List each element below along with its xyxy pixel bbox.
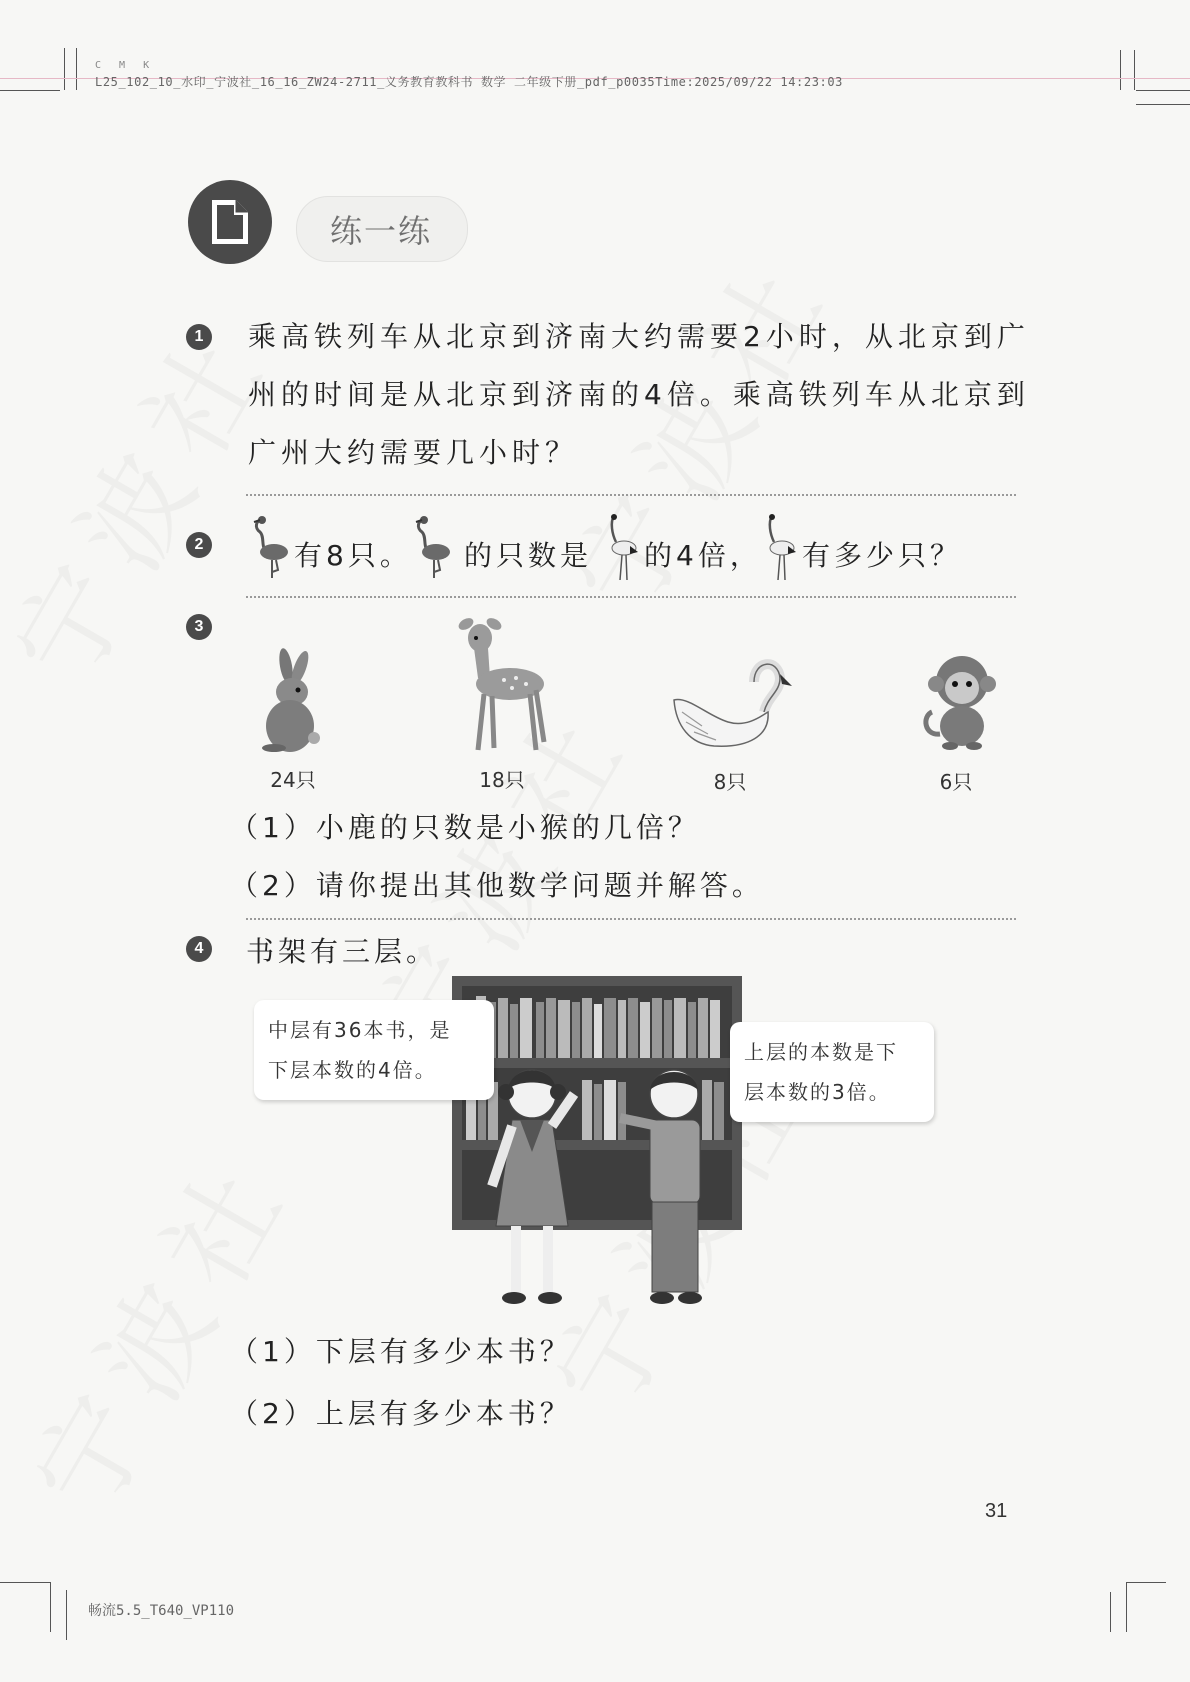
print-info: L25_102_10_水印_宁波社_16_16_ZW24-2711_义务教育教科书 数学 二年级下册_pdf_p0035Time:2025/09/22 14:23:03 <box>95 75 844 89</box>
crop-mark <box>66 1590 67 1640</box>
crop-mark <box>1134 50 1135 90</box>
crop-mark <box>1110 1592 1111 1632</box>
crop-mark <box>50 1582 51 1632</box>
exercise-number: 3 <box>186 614 212 640</box>
crop-mark <box>76 48 77 90</box>
watermark <box>0 1121 321 1538</box>
print-header <box>95 60 843 90</box>
exercise-4-question: （2）上层有多少本书？ <box>230 1397 572 1430</box>
flamingo-icon <box>248 514 292 580</box>
crane-icon <box>758 512 798 582</box>
color-marks: C M K <box>95 60 156 71</box>
crop-mark <box>1120 50 1121 90</box>
exercise-1-line: 乘高铁列车从北京到济南大约需要2小时，从北京到广 <box>248 320 1030 353</box>
deer-icon <box>444 614 554 754</box>
document-icon <box>208 196 252 248</box>
bubble-line: 上层的本数是下 <box>744 1040 898 1064</box>
divider <box>246 918 1016 920</box>
exercise-1-line: 广州大约需要几小时？ <box>248 436 579 469</box>
rabbit-icon <box>256 646 326 752</box>
speech-bubble-right <box>730 1022 934 1122</box>
crop-mark <box>1126 1582 1166 1583</box>
bookshelf-illustration <box>452 976 742 1320</box>
monkey-icon <box>918 652 998 750</box>
bubble-line: 层本数的3倍。 <box>744 1080 891 1104</box>
divider <box>246 494 1016 496</box>
animal-count: 8只 <box>713 770 747 794</box>
exercise-2-part: 的只数是 <box>464 539 593 572</box>
exercise-4-intro: 书架有三层。 <box>246 935 439 968</box>
exercise-number: 1 <box>186 324 212 350</box>
crop-mark <box>0 1582 50 1583</box>
exercise-number: 2 <box>186 532 212 558</box>
exercise-4-question: （1）下层有多少本书？ <box>230 1335 572 1368</box>
section-title: 练一练 <box>329 212 432 250</box>
crane-icon <box>600 512 640 582</box>
page-number: 31 <box>985 1500 1008 1522</box>
crop-mark <box>0 90 60 91</box>
crop-mark <box>64 48 65 90</box>
flamingo-icon <box>410 514 454 580</box>
exercise-2-text <box>248 512 1028 582</box>
print-footer: 畅流5.5_T640_VP110 <box>88 1603 235 1619</box>
animal-count: 18只 <box>479 768 525 792</box>
exercise-2-part: 有多少只？ <box>802 539 963 572</box>
animal-count: 24只 <box>270 768 316 792</box>
exercise-2-part: 的4倍， <box>644 539 762 572</box>
crop-mark <box>1136 90 1190 91</box>
exercise-1-text <box>248 308 1030 482</box>
bubble-line: 下层本数的4倍。 <box>268 1058 437 1082</box>
exercise-3-question: （2）请你提出其他数学问题并解答。 <box>230 869 764 902</box>
exercise-3-question: （1）小鹿的只数是小猴的几倍？ <box>230 811 700 844</box>
exercise-number: 4 <box>186 936 212 962</box>
divider <box>246 596 1016 598</box>
section-badge <box>188 180 272 264</box>
animal-count: 6只 <box>939 770 973 794</box>
crop-mark <box>1126 1582 1127 1632</box>
exercise-2-part: 有8只。 <box>294 539 412 572</box>
crop-mark <box>1136 104 1190 105</box>
swan-icon <box>668 656 794 752</box>
bubble-line: 中层有36本书，是 <box>268 1018 452 1042</box>
exercise-1-line: 州的时间是从北京到济南的4倍。乘高铁列车从北京到 <box>248 378 1030 411</box>
speech-bubble-left <box>254 1000 494 1100</box>
